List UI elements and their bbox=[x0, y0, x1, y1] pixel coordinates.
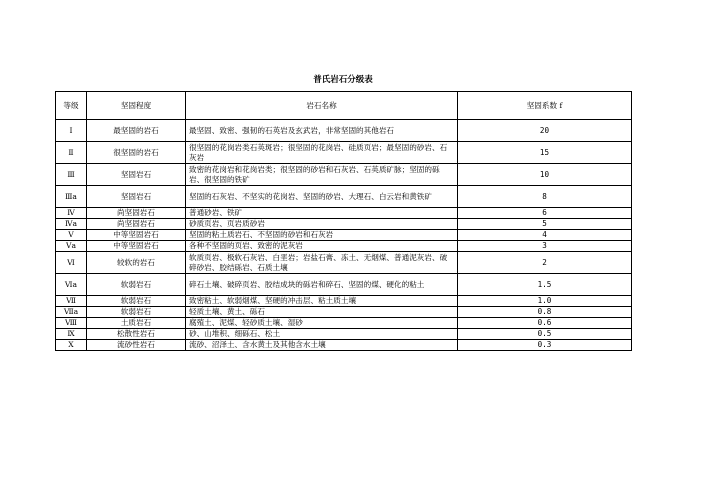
grade-cell: Ⅶa bbox=[56, 307, 87, 318]
degree-cell: 土质岩石 bbox=[87, 318, 186, 329]
grade-cell: Ⅲa bbox=[56, 186, 87, 208]
degree-cell: 坚固岩石 bbox=[87, 164, 186, 186]
table-row bbox=[56, 186, 632, 208]
coefficient-cell: 1.0 bbox=[458, 296, 632, 307]
table-row bbox=[56, 219, 632, 230]
degree-cell: 中等坚固岩石 bbox=[87, 241, 186, 252]
rock-name-cell: 很坚固的花岗岩类石英斑岩；很坚固的花岗岩、硅质页岩；最坚固的砂岩、石灰岩 bbox=[186, 142, 458, 164]
grade-cell: Ⅱ bbox=[56, 142, 87, 164]
table-row bbox=[56, 120, 632, 142]
degree-cell: 很坚固的岩石 bbox=[87, 142, 186, 164]
degree-cell: 尚坚固岩石 bbox=[87, 208, 186, 219]
coefficient-cell: 6 bbox=[458, 208, 632, 219]
rock-name-cell: 致密的花岗岩和花岗岩类；很坚固的砂岩和石灰岩、石英质矿脉；坚固的砾岩、很坚固的铁矿 bbox=[186, 164, 458, 186]
coefficient-cell: 0.6 bbox=[458, 318, 632, 329]
rock-name-cell: 软质页岩、极软石灰岩、白垩岩；岩盐石膏、冻土、无烟煤、普通泥灰岩、破碎砂岩、胶结砾岩、石质土壤 bbox=[186, 252, 458, 274]
degree-cell: 坚固岩石 bbox=[87, 186, 186, 208]
degree-cell: 尚坚固岩石 bbox=[87, 219, 186, 230]
rock-name-cell: 坚固的粘土质岩石、不坚固的砂岩和石灰岩 bbox=[186, 230, 458, 241]
table-row bbox=[56, 307, 632, 318]
grade-cell: Ⅶ bbox=[56, 296, 87, 307]
rock-name-cell: 砂质页岩、页岩质砂岩 bbox=[186, 219, 458, 230]
degree-cell: 松散性岩石 bbox=[87, 329, 186, 340]
degree-cell: 中等坚固岩石 bbox=[87, 230, 186, 241]
coefficient-cell: 8 bbox=[458, 186, 632, 208]
coefficient-cell: 20 bbox=[458, 120, 632, 142]
coefficient-cell: 3 bbox=[458, 241, 632, 252]
rock-name-cell: 流砂、沼泽土、含水黄土及其他含水土壤 bbox=[186, 340, 458, 351]
grade-cell: Ⅹ bbox=[56, 340, 87, 351]
degree-cell: 较软的岩石 bbox=[87, 252, 186, 274]
degree-cell: 流砂性岩石 bbox=[87, 340, 186, 351]
table-row bbox=[56, 318, 632, 329]
rock-name-cell: 轻质土壤、黄土、砾石 bbox=[186, 307, 458, 318]
table-row bbox=[56, 340, 632, 351]
table-row bbox=[56, 164, 632, 186]
degree-cell: 软弱岩石 bbox=[87, 274, 186, 296]
rock-name-cell: 坚固的石灰岩、不坚实的花岗岩、坚固的砂岩、大理石、白云岩和黄铁矿 bbox=[186, 186, 458, 208]
header-degree: 坚固程度 bbox=[87, 92, 186, 120]
grade-cell: Ⅳa bbox=[56, 219, 87, 230]
coefficient-cell: 1.5 bbox=[458, 274, 632, 296]
table-row bbox=[56, 329, 632, 340]
grade-cell: Ⅲ bbox=[56, 164, 87, 186]
coefficient-cell: 4 bbox=[458, 230, 632, 241]
grade-cell: Ⅷ bbox=[56, 318, 87, 329]
table-row bbox=[56, 296, 632, 307]
table-title: 普氏岩石分级表 bbox=[313, 75, 373, 85]
table-row bbox=[56, 142, 632, 164]
table-row bbox=[56, 208, 632, 219]
coefficient-cell: 0.5 bbox=[458, 329, 632, 340]
degree-cell: 最坚固的岩石 bbox=[87, 120, 186, 142]
table-row bbox=[56, 241, 632, 252]
rock-name-cell: 各种不坚固的页岩、致密的泥灰岩 bbox=[186, 241, 458, 252]
table-row bbox=[56, 252, 632, 274]
table-body bbox=[56, 120, 632, 351]
grade-cell: Ⅵ bbox=[56, 252, 87, 274]
grade-cell: Ⅴ bbox=[56, 230, 87, 241]
header-name: 岩石名称 bbox=[186, 92, 458, 120]
table-row bbox=[56, 230, 632, 241]
rock-name-cell: 砂、山堆积、细砾石、松土 bbox=[186, 329, 458, 340]
rock-grade-table bbox=[55, 91, 632, 351]
degree-cell: 软弱岩石 bbox=[87, 296, 186, 307]
coefficient-cell: 0.3 bbox=[458, 340, 632, 351]
degree-cell: 软弱岩石 bbox=[87, 307, 186, 318]
header-row bbox=[56, 92, 632, 120]
table-row bbox=[56, 274, 632, 296]
grade-cell: Ⅰ bbox=[56, 120, 87, 142]
grade-cell: Ⅸ bbox=[56, 329, 87, 340]
rock-name-cell: 腐殖土、泥煤、轻砂质土壤、湿砂 bbox=[186, 318, 458, 329]
grade-cell: Ⅵa bbox=[56, 274, 87, 296]
coefficient-cell: 5 bbox=[458, 219, 632, 230]
coefficient-cell: 2 bbox=[458, 252, 632, 274]
grade-cell: Ⅴa bbox=[56, 241, 87, 252]
rock-name-cell: 碎石土壤、破碎页岩、胶结成块的砾岩和碎石、坚固的煤、硬化的粘土 bbox=[186, 274, 458, 296]
coefficient-cell: 15 bbox=[458, 142, 632, 164]
header-coef: 坚固系数 f bbox=[458, 92, 632, 120]
rock-name-cell: 致密粘土、软弱烟煤、坚硬的冲击层、粘土质土壤 bbox=[186, 296, 458, 307]
rock-name-cell: 最坚固、致密、强韧的石英岩及玄武岩，非常坚固的其他岩石 bbox=[186, 120, 458, 142]
rock-name-cell: 普通砂岩、铁矿 bbox=[186, 208, 458, 219]
grade-cell: Ⅳ bbox=[56, 208, 87, 219]
coefficient-cell: 10 bbox=[458, 164, 632, 186]
coefficient-cell: 0.8 bbox=[458, 307, 632, 318]
header-grade: 等级 bbox=[56, 92, 87, 120]
